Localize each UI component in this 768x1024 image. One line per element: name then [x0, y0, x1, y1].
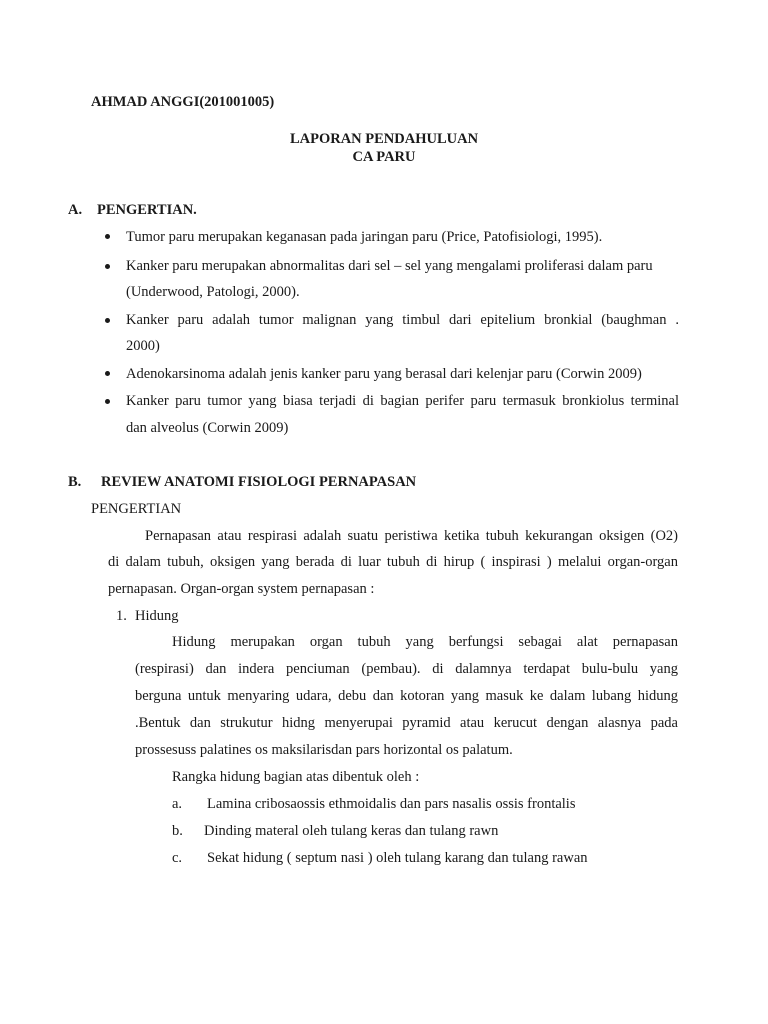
sub-item-c-text: Sekat hidung ( septum nasi ) oleh tulang karang dan tulang rawan: [207, 850, 588, 866]
sub-item-a-letter: a.: [172, 796, 183, 812]
sub-item-c-letter: c.: [172, 850, 183, 866]
intro-paragraph-line-3: pernapasan. Organ-organ system pernapasan :: [108, 581, 375, 597]
report-title: LAPORAN PENDAHULUAN: [289, 131, 479, 147]
intro-paragraph-line-2: di dalam tubuh, oksigen yang berada di luar tubuh di hirup ( inspirasi ) melalui organ-organ: [108, 554, 678, 570]
section-b-heading: REVIEW ANATOMI FISIOLOGI PERNAPASAN: [101, 474, 417, 490]
bullet-dot-icon: [105, 318, 110, 323]
hidung-paragraph-line-5: prossesuss palatines os maksilarisdan pars horizontal os palatum.: [135, 742, 513, 758]
section-a-letter: A.: [68, 202, 83, 218]
hidung-paragraph-line-3: berguna untuk menyaring udara, debu dan kotoran yang masuk ke dalam lubang hidung: [135, 688, 678, 704]
hidung-paragraph-line-2: (respirasi) dan indera penciuman (pembau). di dalamnya terdapat bulu-bulu yang: [135, 661, 678, 677]
bullet-dot-icon: [105, 371, 110, 376]
bullet-3-line-1: Kanker paru adalah tumor malignan yang timbul dari epitelium bronkial (baughman .: [126, 312, 679, 328]
hidung-paragraph-line-4: .Bentuk dan strukutur hidng menyerupai pyramid atau kerucut dengan alasnya pada: [135, 715, 678, 731]
author-line: AHMAD ANGGI(201001005): [91, 94, 275, 110]
bullet-dot-icon: [105, 264, 110, 269]
bullet-2-line-1: Kanker paru merupakan abnormalitas dari sel – sel yang mengalami proliferasi dalam paru: [126, 258, 653, 274]
rangka-intro: Rangka hidung bagian atas dibentuk oleh :: [172, 769, 420, 785]
sub-item-a-text: Lamina cribosaossis ethmoidalis dan pars nasalis ossis frontalis: [207, 796, 576, 812]
bullet-5-line-2: dan alveolus (Corwin 2009): [126, 420, 289, 436]
sub-item-b-letter: b.: [172, 823, 183, 839]
bullet-4-line-1: Adenokarsinoma adalah jenis kanker paru yang berasal dari kelenjar paru (Corwin 2009): [126, 366, 642, 382]
item-1-number: 1.: [116, 608, 127, 624]
bullet-1-line-1: Tumor paru merupakan keganasan pada jaringan paru (Price, Patofisiologi, 1995).: [126, 229, 603, 245]
report-subtitle: CA PARU: [352, 149, 416, 165]
section-b-letter: B.: [68, 474, 82, 490]
bullet-3-line-2: 2000): [126, 338, 160, 354]
bullet-dot-icon: [105, 399, 110, 404]
bullet-5-line-1: Kanker paru tumor yang biasa terjadi di bagian perifer paru termasuk bronkiolus terminal: [126, 393, 679, 409]
intro-paragraph-line-1: Pernapasan atau respirasi adalah suatu peristiwa ketika tubuh kekurangan oksigen (O2): [145, 528, 678, 544]
bullet-2-line-2: (Underwood, Patologi, 2000).: [126, 284, 300, 300]
bullet-dot-icon: [105, 234, 110, 239]
hidung-paragraph-line-1: Hidung merupakan organ tubuh yang berfungsi sebagai alat pernapasan: [172, 634, 678, 650]
sub-item-b-text: Dinding materal oleh tulang keras dan tulang rawn: [204, 823, 499, 839]
item-1-label: Hidung: [135, 608, 179, 624]
section-a-heading: PENGERTIAN.: [97, 202, 197, 218]
section-b-subheading: PENGERTIAN: [91, 501, 182, 517]
